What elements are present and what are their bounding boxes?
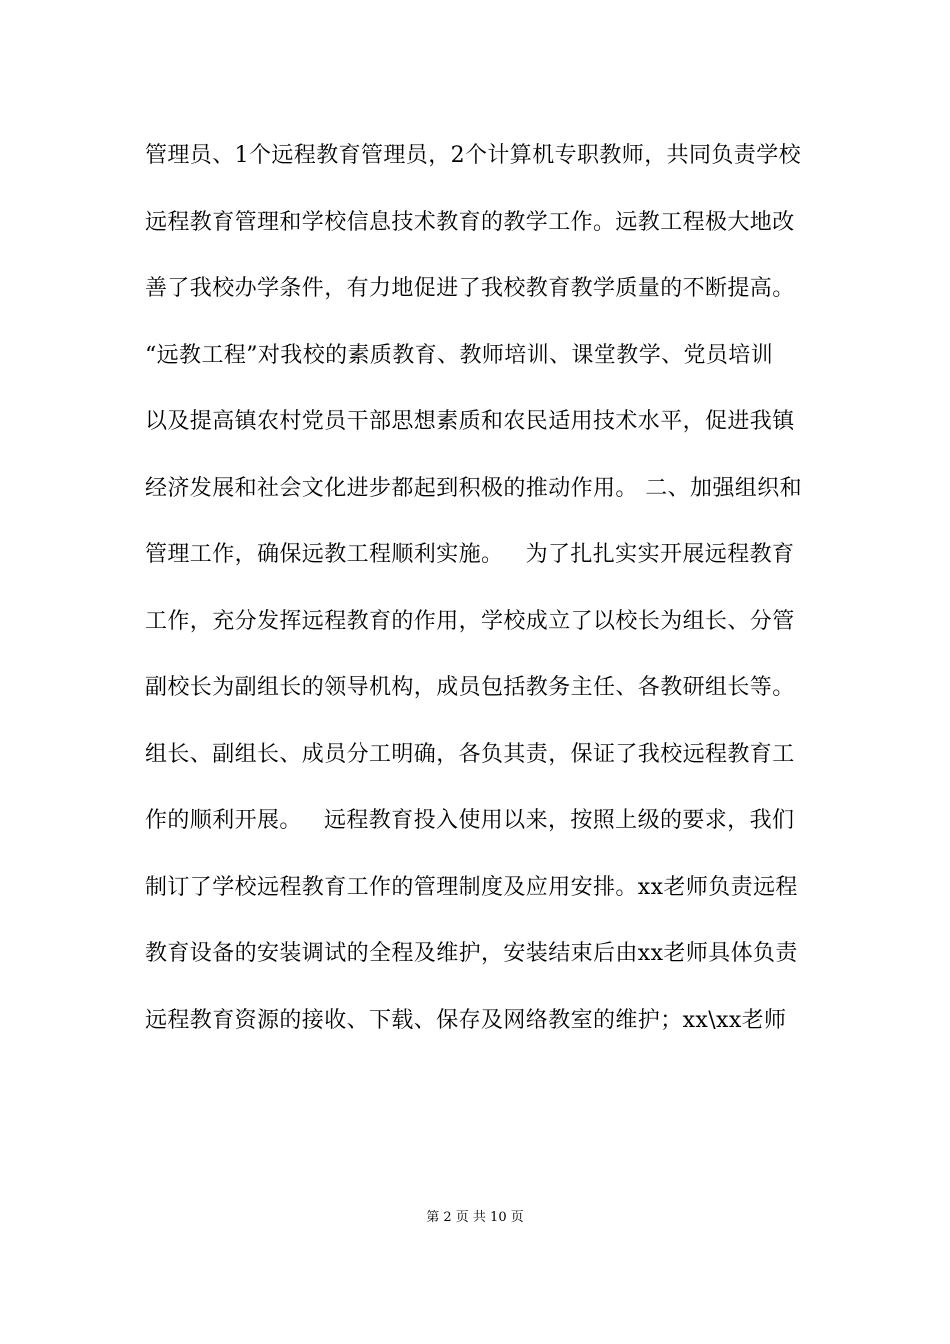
text-line: 教育设备的安装调试的全程及维护，安装结束后由xx老师具体负责: [145, 941, 798, 966]
text-line: 以及提高镇农村党员干部思想素质和农民适用技术水平，促进我镇: [145, 409, 795, 434]
text-line: 制订了学校远程教育工作的管理制度及应用安排。xx老师负责远程: [145, 874, 798, 900]
text-line: 管理工作，确保远教工程顺利实施。 为了扎扎实实开展远程教育: [145, 542, 795, 567]
page-footer: [0, 1208, 950, 1228]
text-line: 作的顺利开展。 远程教育投入使用以来，按照上级的要求，我们: [145, 808, 795, 833]
text-line: 工作，充分发挥远程教育的作用，学校成立了以校长为组长、分管: [145, 608, 795, 634]
body-text: [145, 130, 810, 1061]
text-line: 远程教育资源的接收、下载、保存及网络教室的维护；xx\xx老师: [145, 1007, 787, 1033]
text-line: 管理员、1个远程教育管理员，2个计算机专职教师，共同负责学校: [145, 143, 801, 168]
text-line: “远教工程”对我校的素质教育、教师培训、课堂教学、党员培训: [145, 342, 774, 368]
text-line: 善了我校办学条件，有力地促进了我校教育教学质量的不断提高。: [145, 276, 795, 301]
page-number: 第 2 页 共 10 页: [426, 1210, 524, 1225]
text-line: 副校长为副组长的领导机构，成员包括教务主任、各教研组长等。: [145, 675, 795, 700]
text-line: 组长、副组长、成员分工明确，各负其责，保证了我校远程教育工: [145, 741, 795, 767]
text-line: 经济发展和社会文化进步都起到积极的推动作用。 二、加强组织和: [145, 475, 802, 501]
text-line: 远程教育管理和学校信息技术教育的教学工作。远教工程极大地改: [145, 209, 795, 235]
